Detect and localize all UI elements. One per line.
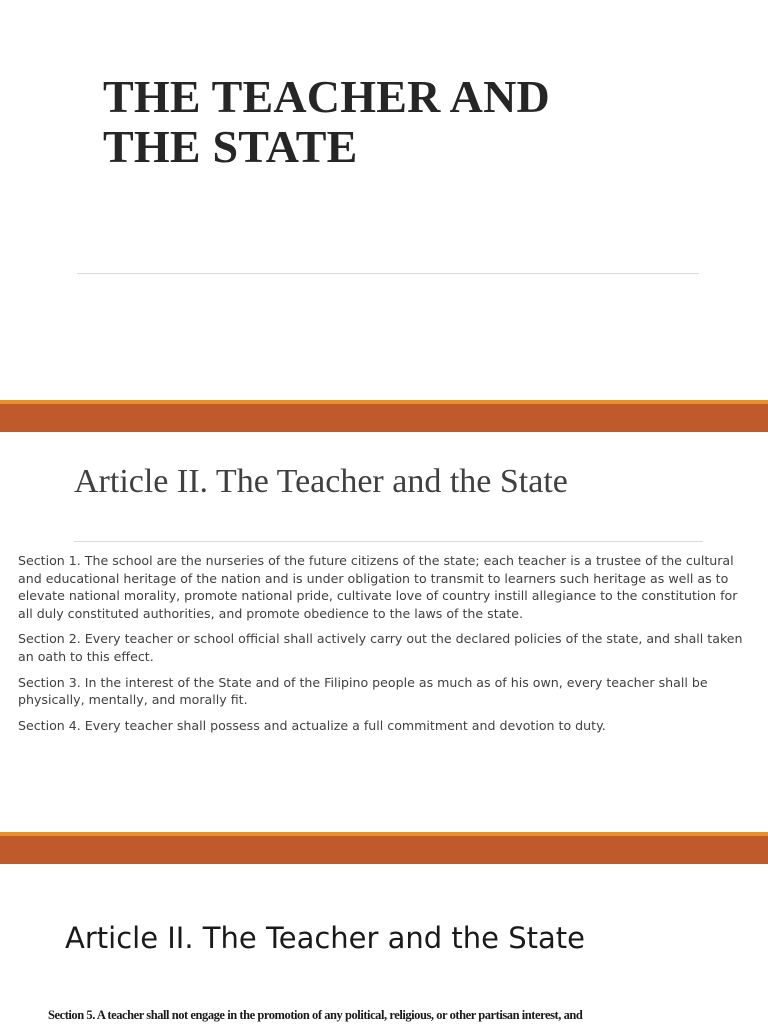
slide-article-2-continued: [0, 864, 768, 1024]
section-5-text: Section 5. A teacher shall not engage in the promotion of any political, religious, or other partisan interest, and: [48, 1008, 583, 1022]
article-heading: Article II. The Teacher and the State: [65, 921, 586, 955]
slide-title: [0, 0, 768, 400]
heading-divider: [74, 541, 703, 542]
section-3-text: Section 3. In the interest of the State and of the Filipino people as much as of his own, every teacher shall be physically, mentally, and morally fit.: [18, 674, 708, 708]
slide-separator-bar: [0, 832, 768, 864]
title-line-1: THE TEACHER AND: [103, 71, 550, 122]
title-divider: [77, 273, 699, 274]
slide-article-2: [0, 432, 768, 832]
title-line-2: THE STATE: [103, 121, 358, 172]
article-body: [18, 552, 756, 742]
section-4-text: Section 4. Every teacher shall possess and actualize a full commitment and devotion to duty.: [18, 717, 606, 733]
separator-rust-band: [0, 404, 768, 432]
section-2-text: Section 2. Every teacher or school official shall actively carry out the declared policies of the state, and shall taken an oath to this effect.: [18, 631, 743, 664]
slide-separator-bar: [0, 400, 768, 432]
section-1-text: Section 1. The school are the nurseries of the future citizens of the state; each teacher is a trustee of the cultural and educational heritage of the nation and is under obligation to transmit to learners such heritage as well as to elevate national morality, promote national pride, cultivate love of country instill allegiance to the constitution for all duly constituted authorities, and promote obedience to the laws of the state.: [18, 553, 738, 621]
slide-title-heading: [103, 72, 703, 172]
separator-rust-band: [0, 836, 768, 864]
article-heading: Article II. The Teacher and the State: [74, 463, 568, 500]
